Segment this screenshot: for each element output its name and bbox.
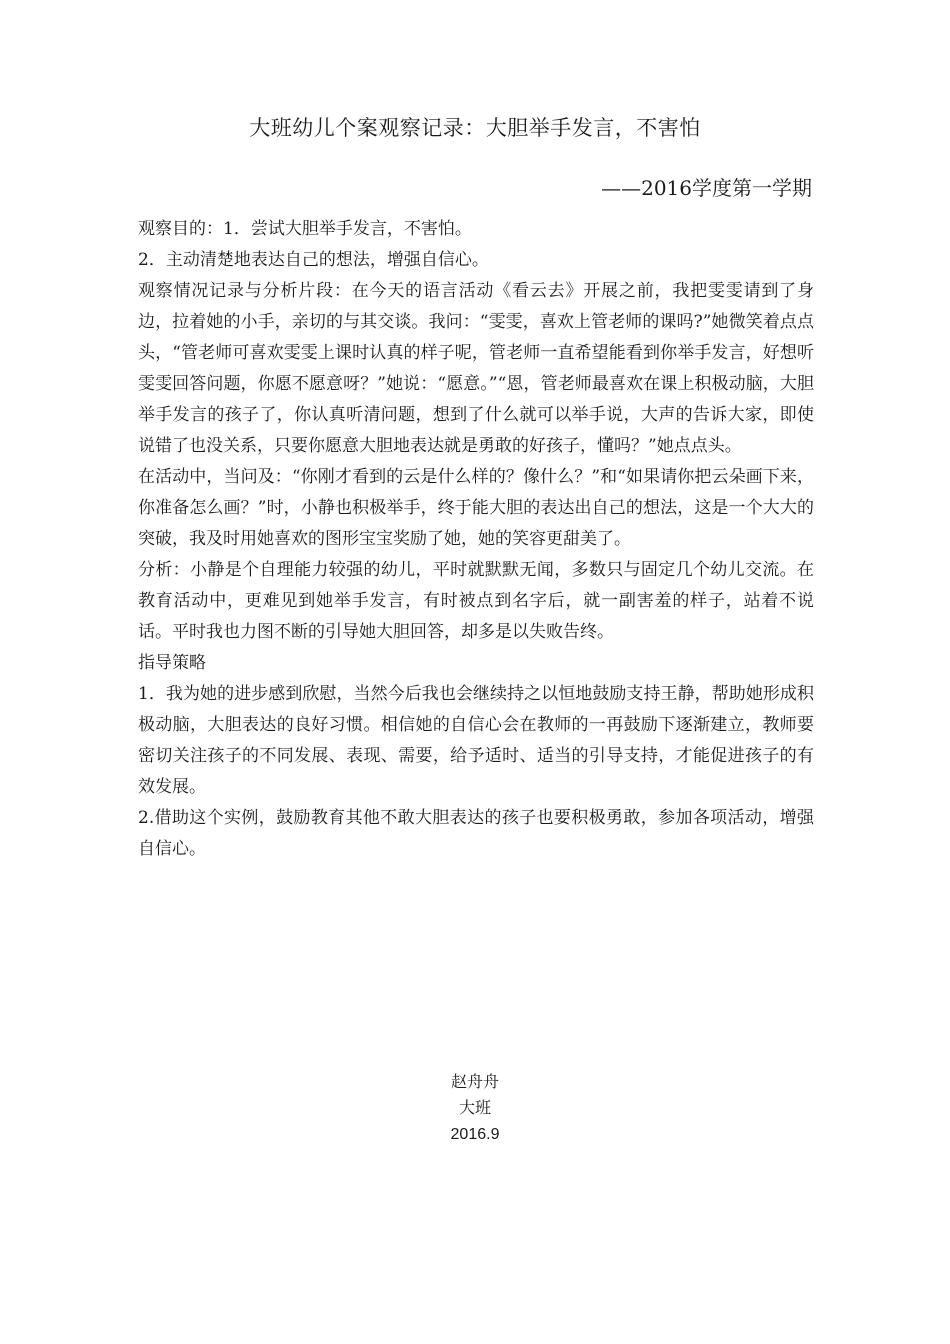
paragraph-activity: 在活动中，当问及：“你刚才看到的云是什么样的？像什么？”和“如果请你把云朵画下来，你准备怎么画？”时，小静也积极举手，终于能大胆的表达出自己的想法，这是一个大大的突破，我及时用她喜欢的图形宝宝奖励了她，她的笑容更甜美了。 <box>138 467 814 549</box>
paragraph-strategy-1: 1．我为她的进步感到欣慰，当然今后我也会继续持之以恒地鼓励支持王静，帮助她形成积极动脑，大胆表达的良好习惯。相信她的自信心会在教师的一再鼓励下逐渐建立，教师要密切关注孩子的不同发展、表现、需要，给予适时、适当的引导支持，才能促进孩子的有效发展。 <box>138 684 814 797</box>
paragraph-analysis: 分析：小静是个自理能力较强的幼儿，平时就默默无闻，多数只与固定几个幼儿交流。在教育活动中，更难见到她举手发言，有时被点到名字后，就一副害羞的样子，站着不说话。平时我也力图不断的引导她大胆回答，却多是以失败告终。 <box>138 560 814 642</box>
signature-name: 赵舟舟 <box>450 1074 499 1091</box>
signature-date: 2016.9 <box>450 1126 500 1143</box>
document-subtitle: ——2016学度第一学期 <box>601 176 812 200</box>
paragraph-strategy-2: 2.借助这个实例，鼓励教育其他不敢大胆表达的孩子也要积极勇敢，参加各项活动，增强自信心。 <box>138 808 814 859</box>
paragraph-strategy-heading: 指导策略 <box>138 653 206 673</box>
document-body <box>138 214 814 865</box>
signature-class: 大班 <box>458 1100 491 1117</box>
paragraph-purpose-2: 2．主动清楚地表达自己的想法，增强自信心。 <box>138 250 489 270</box>
signature-block <box>0 1070 950 1148</box>
document-title: 大班幼儿个案观察记录：大胆举手发言，不害怕 <box>249 116 701 140</box>
paragraph-purpose-1: 观察目的：1．尝试大胆举手发言，不害怕。 <box>138 219 472 239</box>
paragraph-observation: 观察情况记录与分析片段：在今天的语言活动《看云去》开展之前，我把雯雯请到了身边，拉着她的小手，亲切的与其交谈。我问：“雯雯，喜欢上管老师的课吗?”她微笑着点点头，“管老师可喜欢雯雯上课时认真的样子呢，管老师一直希望能看到你举手发言，好想听雯雯回答问题，你愿不愿意呀？”她说：“愿意。”“恩，管老师最喜欢在课上积极动脑，大胆举手发言的孩子了，你认真听清问题，想到了什么就可以举手说，大声的告诉大家，即使说错了也没关系，只要你愿意大胆地表达就是勇敢的好孩子，懂吗？”她点点头。 <box>138 281 814 456</box>
